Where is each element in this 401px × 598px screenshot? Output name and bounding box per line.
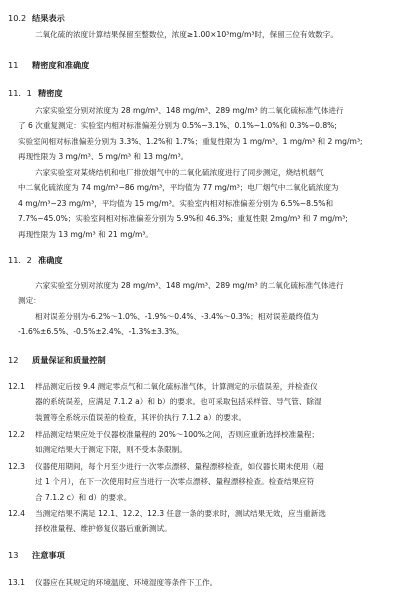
- clause-body: [35, 427, 319, 458]
- text-line: 相对误差分别为-6.2%～1.0%、-1.9%～0.4%、-3.4%～0.3%；相对误差最终值为: [35, 312, 319, 321]
- paragraph-precision-1: [18, 103, 363, 165]
- section-heading-12: [8, 355, 106, 366]
- clause-number: 12.4: [8, 509, 25, 518]
- paragraph-result-expression: [35, 27, 338, 42]
- paragraph-accuracy-1: [18, 278, 344, 309]
- clause-number: 13.1: [8, 578, 25, 587]
- section-title: 精密度: [38, 88, 63, 98]
- text-line: 二氧化硫的浓度计算结果保留至整数位，浓度≥1.00×10³mg/m³时，保留三位有效数字。: [35, 30, 338, 39]
- section-heading-10-2: [8, 13, 65, 24]
- text-line: 实验室间相对标准偏差分别为 3.3%、1.2%和 1.7%；重复性限为 1 mg/m³、1 mg/m³ 和 2 mg/m³;: [18, 136, 363, 146]
- section-number: 11．1: [8, 88, 32, 98]
- text-line: 7.7%~45.0%；实验室间相对标准偏差分别为 5.9%和 46.3%；重复性限 2mg/m³ 和 7 mg/m³;: [18, 214, 348, 224]
- text-line: -1.6%±6.5%、-0.5%±2.4%、-1.3%±3.3%。: [18, 327, 184, 337]
- section-title: 准确度: [38, 255, 63, 265]
- paragraph-accuracy-2: [18, 309, 318, 340]
- clause-body: [35, 459, 324, 505]
- text-line: 了 6 次重复测定：实验室内相对标准偏差分别为 0.5%~3.1%、0.1%~1.0%和 0.3%~0.8%;: [18, 121, 337, 131]
- clause-number: 12.2: [8, 430, 25, 439]
- section-number: 12: [8, 355, 19, 365]
- section-heading-11-2: [8, 255, 63, 266]
- text-line: 过 1 个月），在下一次使用时应当进行一次零点漂移、量程漂移检查。检查结果应符: [35, 477, 315, 487]
- section-number: 10.2: [8, 13, 27, 23]
- text-line: 4 mg/m³~23 mg/m³，平均值为 15 mg/m³。实验室内相对标准偏差分别为 6.5%~8.5%和: [18, 198, 334, 208]
- section-heading-11-1: [8, 88, 63, 99]
- section-title: 质量保证和质量控制: [32, 355, 106, 365]
- clause-body: [35, 379, 322, 425]
- clause-number: 12.3: [8, 462, 25, 471]
- text-line: 装置等全系统示值误差的检查，其评价执行 7.1.2 a）的要求。: [35, 412, 247, 422]
- section-heading-11: [8, 60, 89, 71]
- text-line: 中二氧化硫浓度为 74 mg/m³~86 mg/m³，平均值为 77 mg/m³；电厂烟气中二氧化硫浓度为: [18, 183, 339, 193]
- text-line: 合 7.1.2 c）和 d）的要求。: [35, 492, 132, 502]
- clause-body: [35, 506, 326, 537]
- text-line: 仪器使用期间，每个月至少进行一次零点漂移、量程漂移检查，如仪器长期未使用（超: [35, 462, 324, 471]
- section-title: 精密度和准确度: [32, 60, 90, 70]
- text-line: 样品测定后按 9.4 测定零点气和二氧化硫标准气体，计算测定的示值误差，并检查仪: [35, 382, 318, 391]
- text-line: 器的系统误差，应满足 7.1.2 a）和 b）的要求。也可采取包括采样管、导气管、除湿: [35, 397, 322, 407]
- clause-number: 12.1: [8, 382, 25, 391]
- text-line: 如测定结果大于测定下限，则不受本条限制。: [35, 445, 187, 455]
- text-line: 择校准量程、维护修复仪器后重新测试。: [35, 524, 172, 534]
- section-number: 11: [8, 60, 19, 70]
- text-line: 当测定结果不满足 12.1、12.2、12.3 任意一条的要求时，测试结果无效，应当重新选: [35, 509, 326, 518]
- text-line: 六家实验室对某烧结机和电厂排放烟气中的二氧化硫浓度进行了同步测定，烧结机烟气: [35, 168, 324, 177]
- section-heading-13: [8, 550, 65, 561]
- section-title: 结果表示: [32, 13, 65, 23]
- text-line: 仪器应在其规定的环境温度、环境湿度等条件下工作。: [35, 578, 218, 587]
- section-number: 11．2: [8, 255, 32, 265]
- text-line: 六家实验室分别对浓度为 28 mg/m³、148 mg/m³、289 mg/m³ 的二氧化硫标准气体进行: [35, 106, 344, 115]
- text-line: 样品测定结果应处于仪器校准量程的 20%～100%之间，否则应重新选择校准量程；: [35, 430, 319, 439]
- text-line: 测定：: [18, 296, 41, 306]
- section-title: 注意事项: [32, 550, 65, 560]
- text-line: 再现性限为 13 mg/m³ 和 21 mg/m³。: [18, 229, 153, 239]
- paragraph-precision-2: [18, 165, 348, 242]
- text-line: 再现性限为 3 mg/m³、5 mg/m³ 和 13 mg/m³。: [18, 152, 189, 162]
- section-number: 13: [8, 550, 19, 560]
- clause-body: [35, 575, 217, 590]
- text-line: 六家实验室分别对浓度为 28 mg/m³、148 mg/m³、289 mg/m³ 的二氧化硫标准气体进行: [35, 281, 344, 290]
